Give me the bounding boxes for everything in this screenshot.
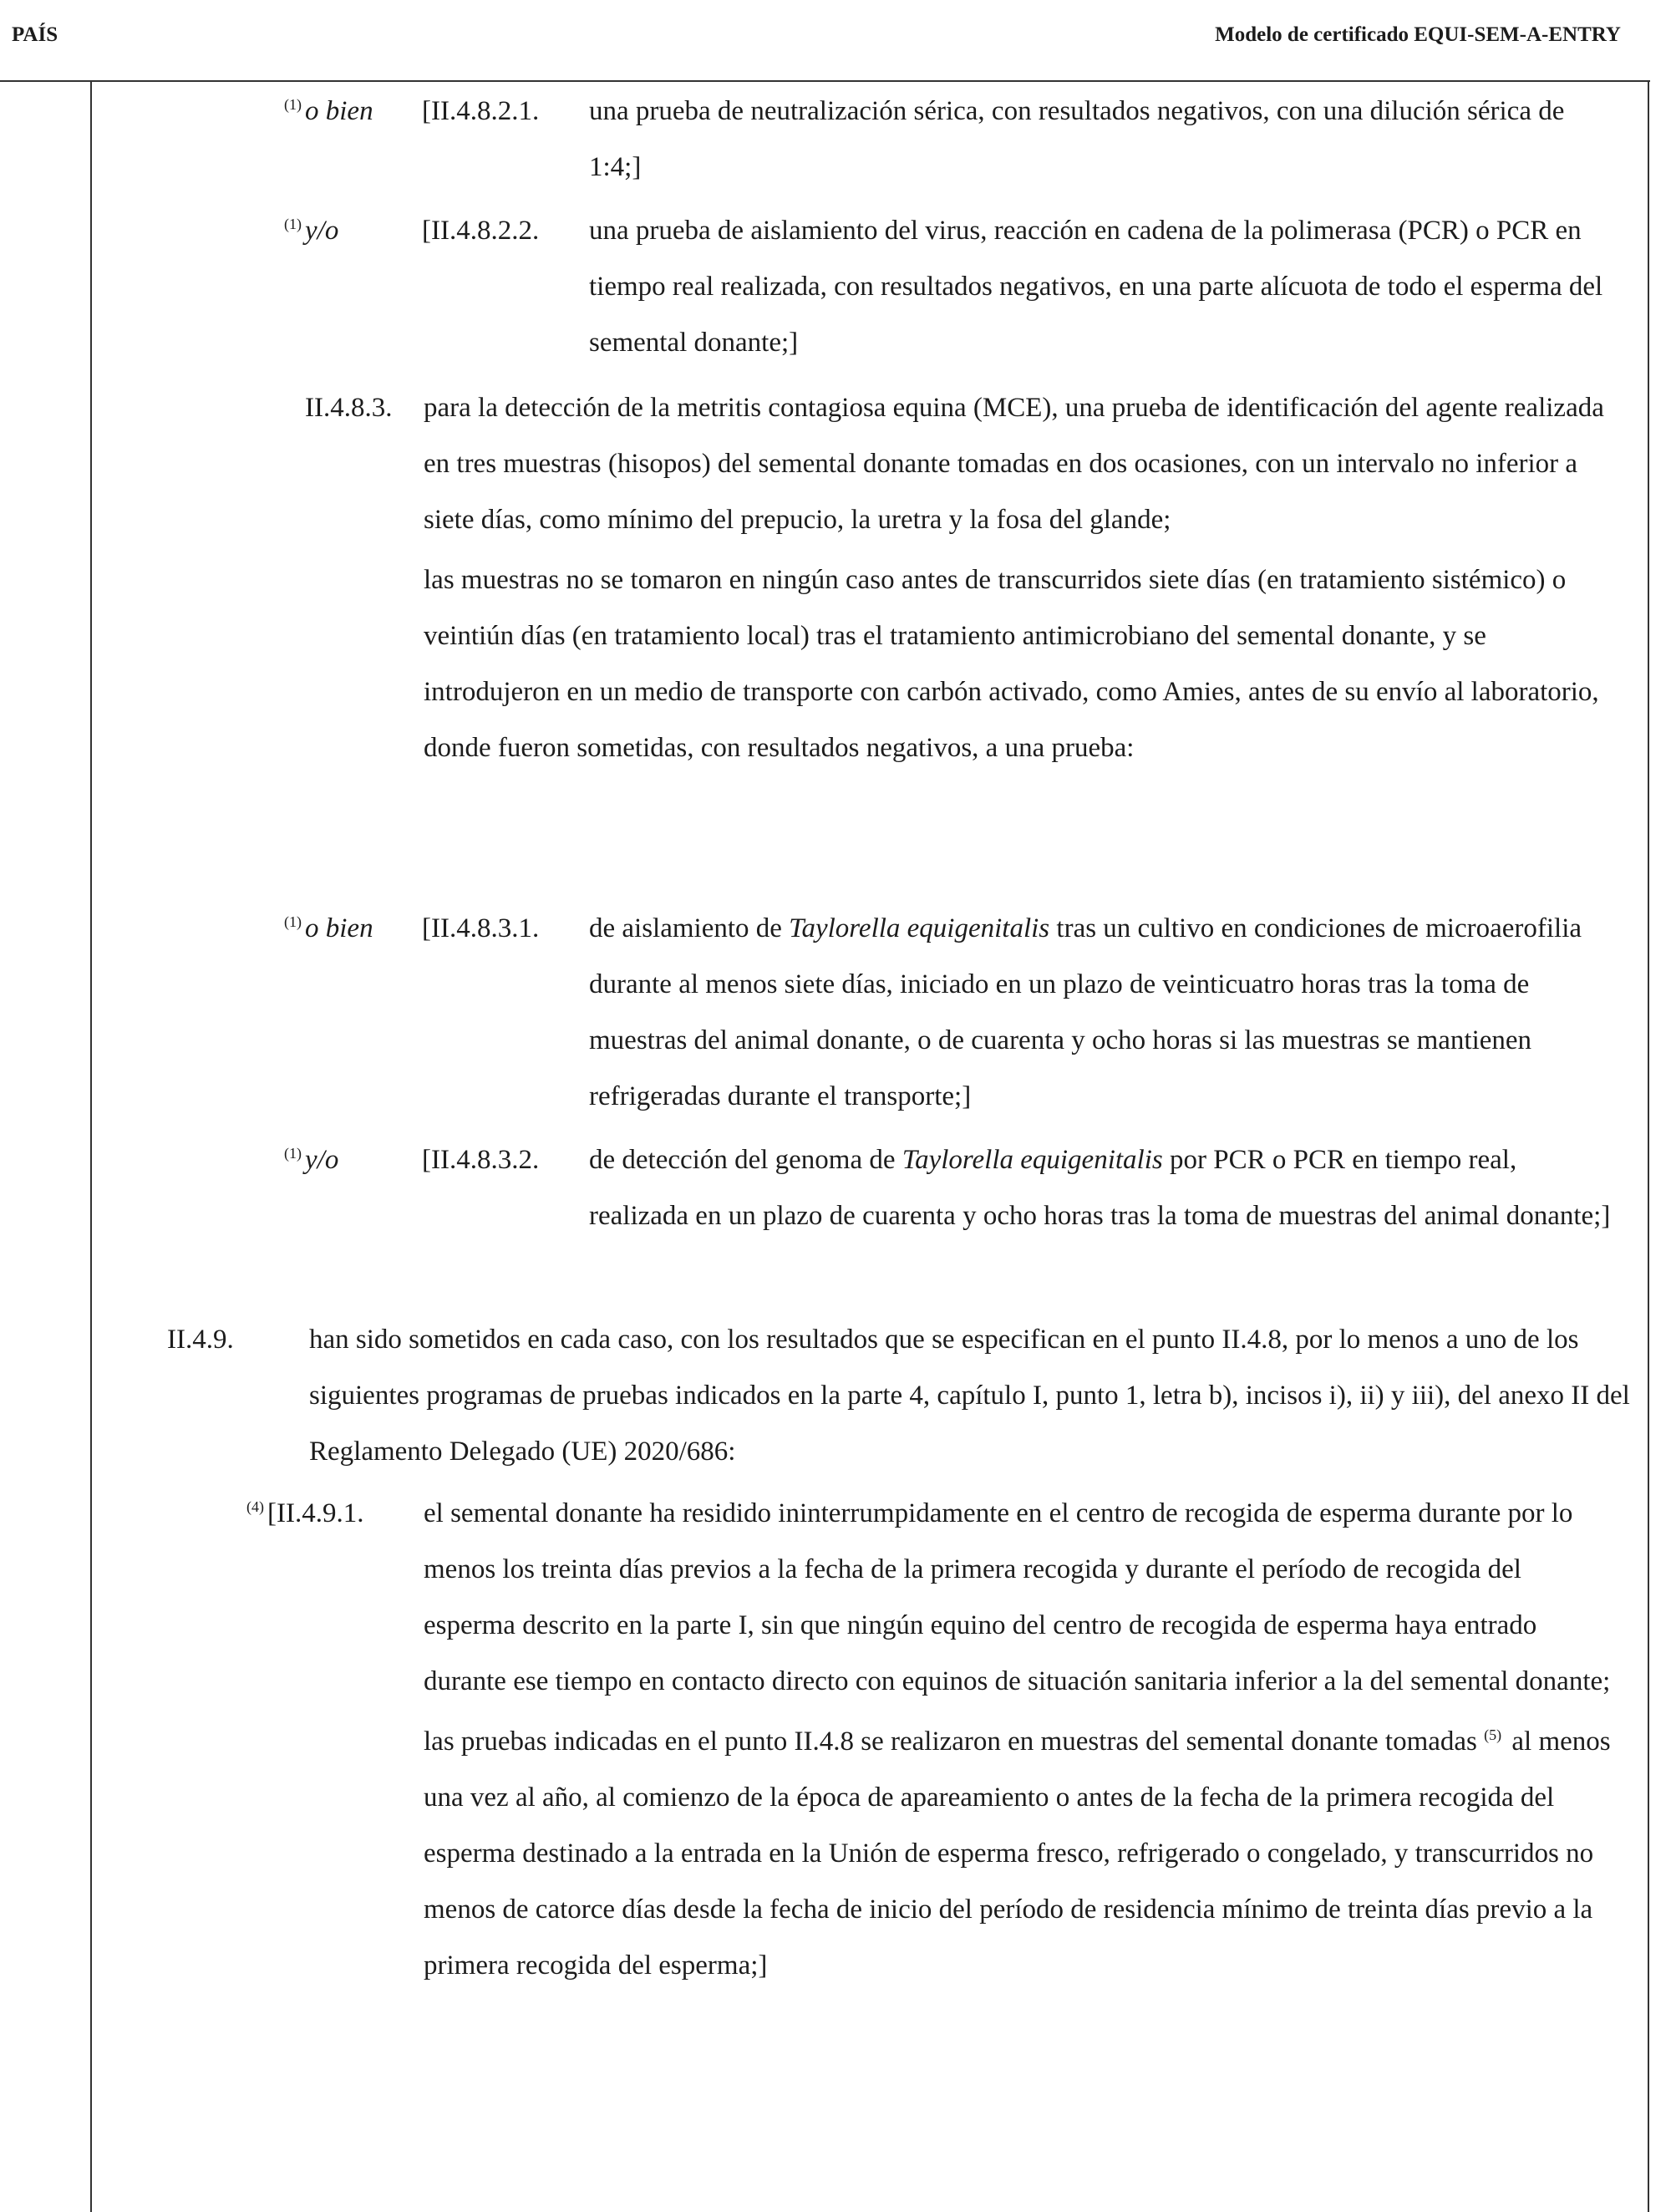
clause-qualifier: $^{(1)}$ y/o [284,216,339,246]
clause-text: de detección del genoma de Taylorella equigenitalis por PCR o PCR en tiempo real, realizada en un plazo de cuarenta y ocho horas tras la toma de muestras del animal donante;] [589,1145,1611,1231]
left-column-line [90,80,92,2212]
clause-text: el semental donante ha residido ininterrumpidamente en el centro de recogida de esperma durante por lo menos los treinta días previos a la fecha de la primera recogida y durante el período de recogida del esperma descrito en la parte I, sin que ningún equino del centro de recogida de esperma haya entrado durante ese tiempo en contacto directo con equinos de situación sanitaria inferior a la del semental donante; las pruebas indicadas en el punto II.4.8 se realizaron en muestras del semental donante tomadas $^{(5)}$ al menos una vez al año, al comienzo de la época de apareamiento o antes de la fecha de la primera recogida del esperma destinado a la entrada en la Unión de esperma fresco, refrigerado o congelado, y transcurridos no menos de catorce días desde la fecha de inicio del período de residencia mínimo de treinta días previo a la primera recogida del esperma;] [424,1498,1611,1981]
clause-number: [II.4.8.3.1. [422,913,540,943]
clause-number: II.4.8.3. [305,393,393,423]
clause-qualifier: $^{(1)}$ y/o [284,1145,339,1175]
footnote-ref: (1) [284,96,302,113]
clause-number: $^{(4)}$ [II.4.9.1. [246,1498,364,1528]
clause-text: para la detección de la metritis contagiosa equina (MCE), una prueba de identificación del agente realizada en tres muestras (hisopos) del semental donante tomadas en dos ocasiones, con un intervalo no inferior a siete días, como mínimo del prepucio, la uretra y la fosa del glande; las muestras no se tomaron en ningún caso antes de transcurridos siete días (en tratamiento sistémico) o veintiún días (en tratamiento local) tras el tratamiento antimicrobiano del semental donante, y se introdujeron en un medio de transporte con carbón activado, como Amies, antes de su envío al laboratorio, donde fueron sometidas, con resultados negativos, a una prueba: [424,393,1604,763]
clause-text: una prueba de aislamiento del virus, reacción en cadena de la polimerasa (PCR) o PCR en tiempo real realizada, con resultados negativos, en una parte alícuota de todo el esperma del semental donante;] [589,216,1603,358]
footnote-ref: (1) [284,1145,302,1162]
footnote-ref: (1) [284,913,302,930]
clause-text: una prueba de neutralización sérica, con resultados negativos, con una dilución sérica de 1:4;] [589,96,1565,182]
clause-number: [II.4.8.3.2. [422,1145,540,1175]
clause-text: de aislamiento de Taylorella equigenitalis tras un cultivo en condiciones de microaerofilia durante al menos siete días, iniciado en un plazo de veinticuatro horas tras la toma de muestras del animal donante, o de cuarenta y ocho horas si las muestras se mantienen refrigeradas durante el transporte;] [589,913,1582,1111]
footnote-ref: (1) [284,216,302,232]
clause-qualifier: $^{(1)}$ o bien [284,96,373,126]
species-name: Taylorella equigenitalis [902,1145,1163,1175]
header-certificate-model: Modelo de certificado EQUI-SEM-A-ENTRY [1215,23,1621,46]
clause-number: II.4.9. [167,1325,234,1355]
clause-number: [II.4.8.2.2. [422,216,540,246]
header-country: PAÍS [12,23,58,46]
clause-number: [II.4.8.2.1. [422,96,540,126]
footnote-ref: (5) [1484,1726,1502,1743]
header-rule [0,80,1650,82]
clause-text: han sido sometidos en cada caso, con los resultados que se especifican en el punto II.4.8, por lo menos a uno de los siguientes programas de pruebas indicados en la parte 4, capítulo I, punto 1, letra b), incisos i), ii) y iii), del anexo II del Reglamento Delegado (UE) 2020/686: [309,1325,1630,1467]
footnote-ref: (4) [246,1498,264,1515]
species-name: Taylorella equigenitalis [789,913,1050,943]
clause-qualifier: $^{(1)}$ o bien [284,913,373,943]
right-border-line [1648,80,1649,2212]
